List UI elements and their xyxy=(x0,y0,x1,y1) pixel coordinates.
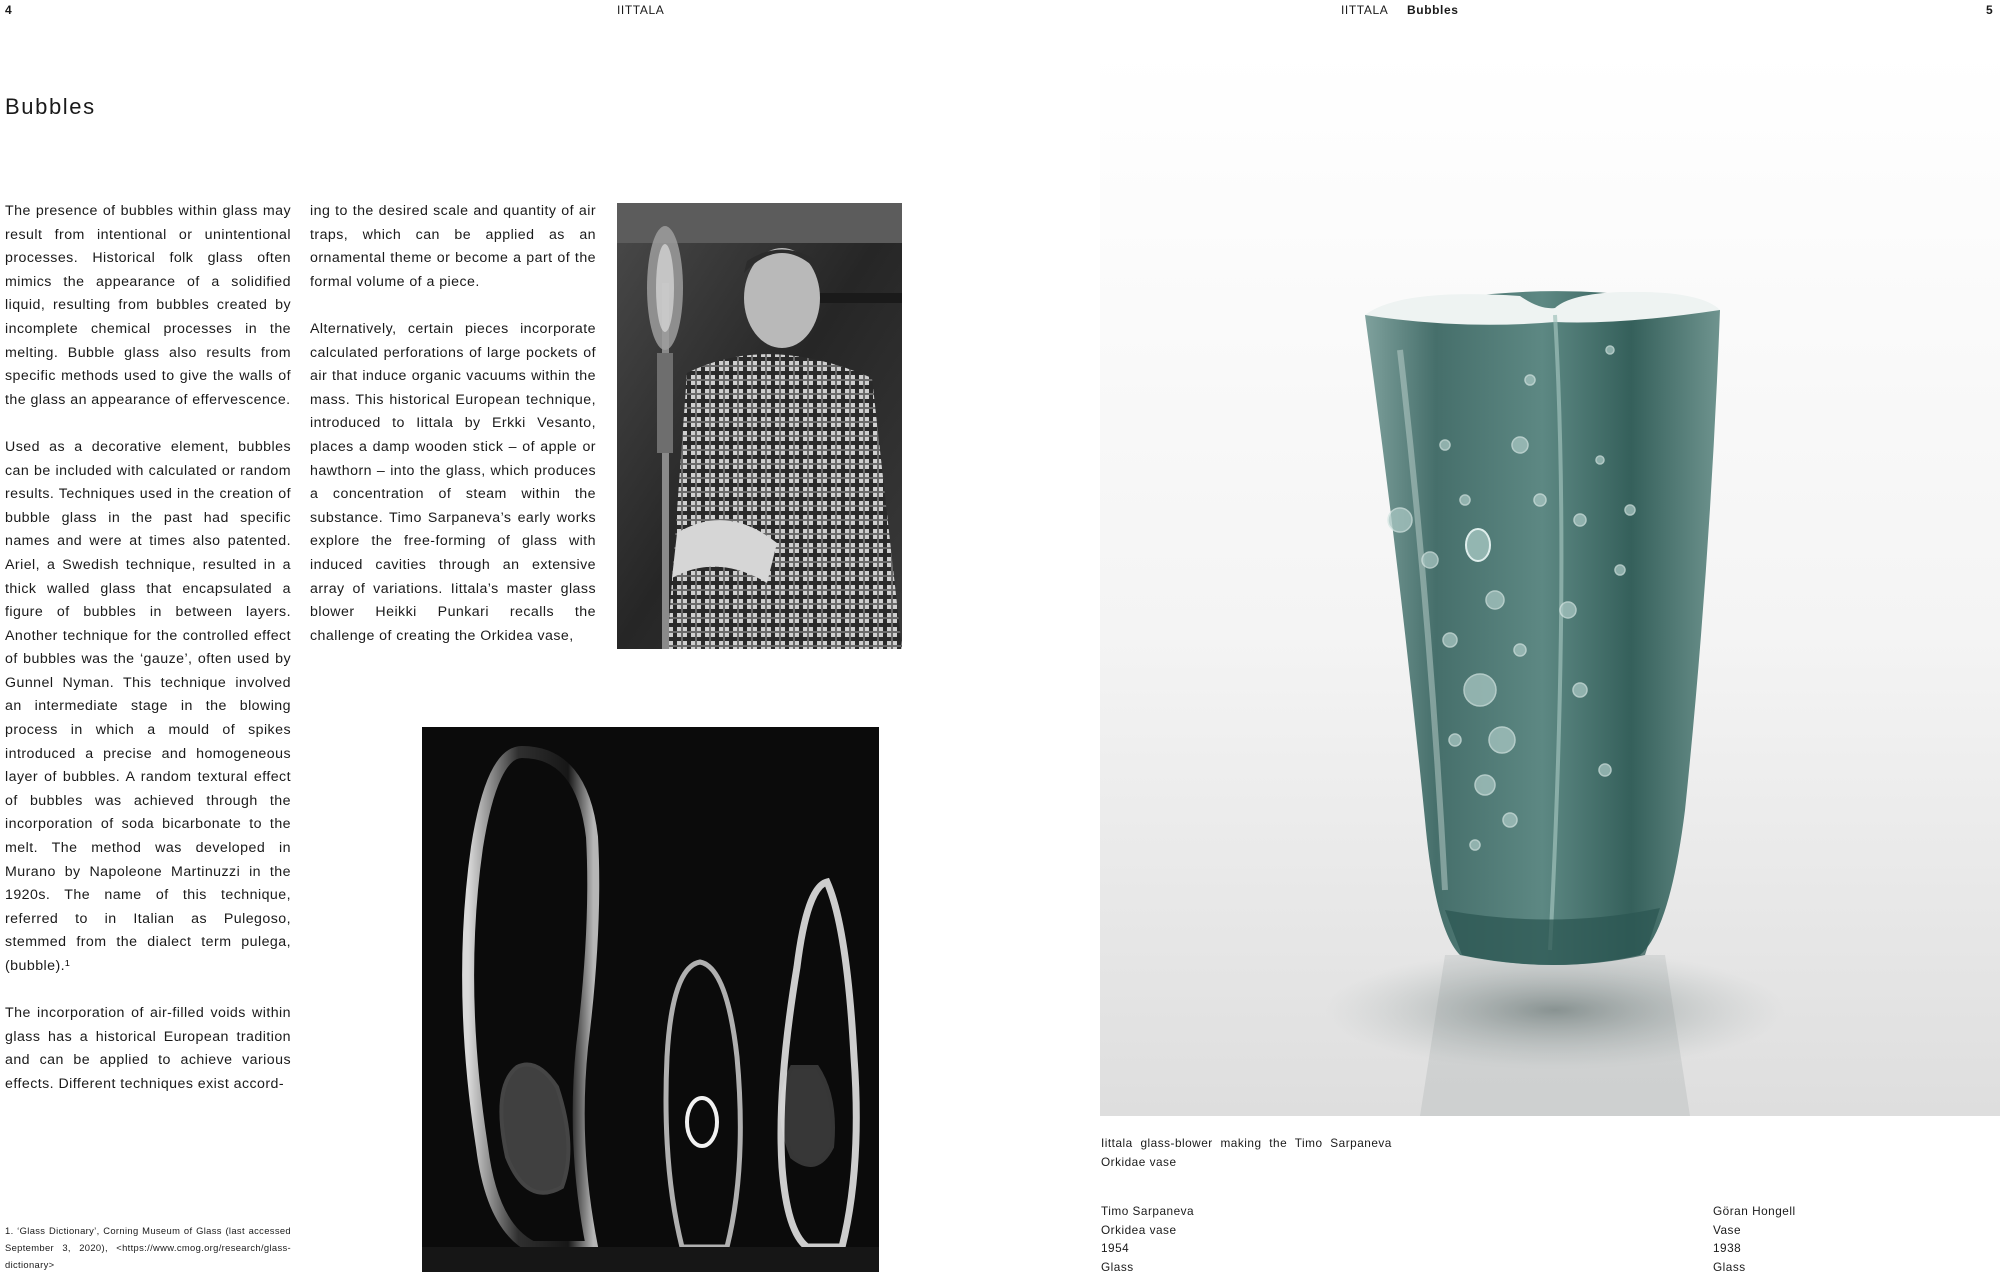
text-column-2 xyxy=(310,200,596,672)
page-title: Bubbles xyxy=(5,94,96,120)
photo-caption-line: Iittala glass-blower making the Timo Sarpaneva xyxy=(1101,1134,1392,1153)
right-running-head: IITTALA xyxy=(1341,2,1388,18)
paragraph: Alternatively, certain pieces incorporate calculated perforations of large pockets of air that induce organic vacuums within the mass. This historical European technique, introduced to Iittala by Erkki Vesanto, places a damp wooden stick – of apple or hawthorn – into the glass, which produces a concentration of steam within the substance. Timo Sarpaneva’s early works explore the free-forming of glass with induced cavities through an extensive array of variations. Iittala’s master glass blower Heikki Punkari recalls the challenge of creating the Orkidea vase, xyxy=(310,318,596,648)
right-section-head: Bubbles xyxy=(1407,2,1459,18)
left-page-number: 4 xyxy=(5,2,12,18)
paragraph: Used as a decorative element, bubbles can be included with calculated or random results. Techniques used in the creation of bubble glass in the past had specific names and were at times also patented. Ariel, a Swedish technique, resulted in a thick walled glass that encapsulated a figure of bubbles in between layers. Another technique for the controlled effect of bubbles was the ‘gauze’, often used by Gunnel Nyman. This technique involved an intermediate stage in the blowing process in which a mould of spikes introduced a precise and homogeneous layer of bubbles. A random textural effect of bubbles was achieved through the incorporation of soda bicarbonate to the melt. The method was developed in Murano by Napoleone Martinuzzi in the 1920s. The name of this technique, referred to in Italian as Pulegoso, stemmed from the dialect term pulega, (bubble).¹ xyxy=(5,436,291,979)
paragraph: The presence of bubbles within glass may result from intentional or unintentional processes. Historical folk glass often mimics the appearance of a solidified liquid, resulting from bubbles created by incomplete chemical processes in the melting. Bubble glass also results from specific methods used to give the walls of the glass an appearance of effervescence. xyxy=(5,200,291,412)
photo-caption xyxy=(1101,1134,1392,1171)
credit-left xyxy=(1101,1202,1194,1276)
credit-material: Glass xyxy=(1101,1258,1194,1276)
green-vase-image xyxy=(1100,50,2000,1116)
credit-designer: Timo Sarpaneva xyxy=(1101,1202,1194,1221)
right-page-number: 5 xyxy=(1986,2,1993,18)
green-vase-photo xyxy=(1100,50,2000,1116)
credit-material: Glass xyxy=(1713,1258,1796,1276)
text-column-1 xyxy=(5,200,291,1120)
credit-object: Vase xyxy=(1713,1221,1796,1240)
credit-year: 1938 xyxy=(1713,1239,1796,1258)
paragraph: The incorporation of air-filled voids within glass has a historical European tradition and can be applied to achieve various effects. Different techniques exist accord- xyxy=(5,1002,291,1096)
footnote: 1. ‘Glass Dictionary’, Corning Museum of Glass (last accessed September 3, 2020), <https://www.cmog.org/research/glass-dictionary> xyxy=(5,1222,291,1273)
credit-designer: Göran Hongell xyxy=(1713,1202,1796,1221)
left-running-head: IITTALA xyxy=(617,2,664,18)
orkidea-vases-photo xyxy=(422,727,879,1272)
glassblower-photo xyxy=(617,203,902,649)
credit-right xyxy=(1713,1202,1796,1276)
photo-caption-line: Orkidae vase xyxy=(1101,1153,1392,1172)
credit-year: 1954 xyxy=(1101,1239,1194,1258)
orkidea-vases-image xyxy=(422,727,879,1272)
paragraph: ing to the desired scale and quantity of air traps, which can be applied as an ornamental theme or become a part of the formal volume of a piece. xyxy=(310,200,596,294)
credit-object: Orkidea vase xyxy=(1101,1221,1194,1240)
glassblower-image xyxy=(617,203,902,649)
